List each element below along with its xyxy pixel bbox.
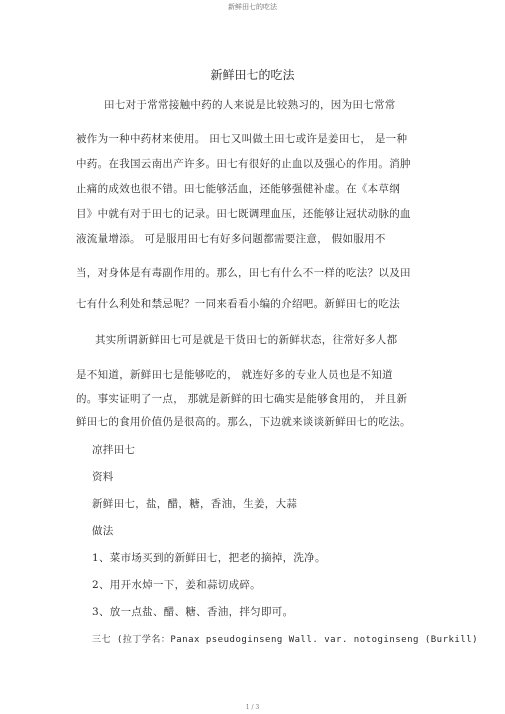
paragraph-line: 其实所谓新鲜田七可是就是干货田七的新鲜状态，往常好多人都 xyxy=(95,334,398,346)
paragraph-line: 的。事实证明了一点， 那就是新鲜的田七确实是能够食用的， 并且新 xyxy=(76,393,408,405)
paragraph-line: 目》中就有对于田七的记录。田七既调理血压，还能够让冠状动脉的血 xyxy=(76,208,411,220)
latin-name-line: 三七 (拉丁学名：Panax pseudoginseng Wall. var. notoginseng (Burkill) xyxy=(92,635,479,645)
method-step: 1、菜市场买到的新鲜田七，把老的摘掉，洗净。 xyxy=(92,552,326,564)
paragraph-line: 是不知道，新鲜田七是能够吃的， 就连好多的专业人员也是不知道 xyxy=(76,369,393,381)
method-heading: 做法 xyxy=(92,525,114,537)
paragraph-line: 田七对于常常接触中药的人来说是比较熟习的，因为田七常常 xyxy=(104,99,396,111)
paragraph-line: 中药。在我国云南出产许多。田七有很好的止血以及强心的作用。消肿 xyxy=(76,158,411,170)
paragraph-line: 鲜田七的食用价值仍是很高的。那么，下边就来谈谈新鲜田七的吃法。 xyxy=(76,416,411,428)
recipe-title: 凉拌田七 xyxy=(92,444,136,456)
paragraph-line: 七有什么利处和禁忌呢？一同来看看小编的介绍吧。新鲜田七的吃法 xyxy=(76,298,400,310)
method-step: 2、用开水焯一下，姜和蒜切成碎。 xyxy=(92,579,261,591)
paragraph-line: 被作为一种中药材来使用。 田七又叫做土田七或许是姜田七， 是一种 xyxy=(76,133,408,145)
method-step: 3、放一点盐、醋、糖、香油，拌匀即可。 xyxy=(92,606,294,618)
page-number: 1 / 3 xyxy=(245,704,260,711)
paragraph-line: 液流量增添。 可是服用田七有好多问题都需要注意， 假如服用不 xyxy=(76,233,386,245)
running-header: 新鲜田七的吃法 xyxy=(228,3,277,11)
document-title: 新鲜田七的吃法 xyxy=(210,68,295,82)
ingredients-heading: 资料 xyxy=(92,471,114,483)
paragraph-line: 当，对身体是有毒副作用的。那么，田七有什么不一样的吃法？以及田 xyxy=(76,267,411,279)
ingredients-list: 新鲜田七，盐，醋，糖，香油，生姜，大蒜 xyxy=(92,498,298,510)
paragraph-line: 止痛的成效也很不错。田七能够活血，还能够强健补虚。在《本草纲 xyxy=(76,183,400,195)
